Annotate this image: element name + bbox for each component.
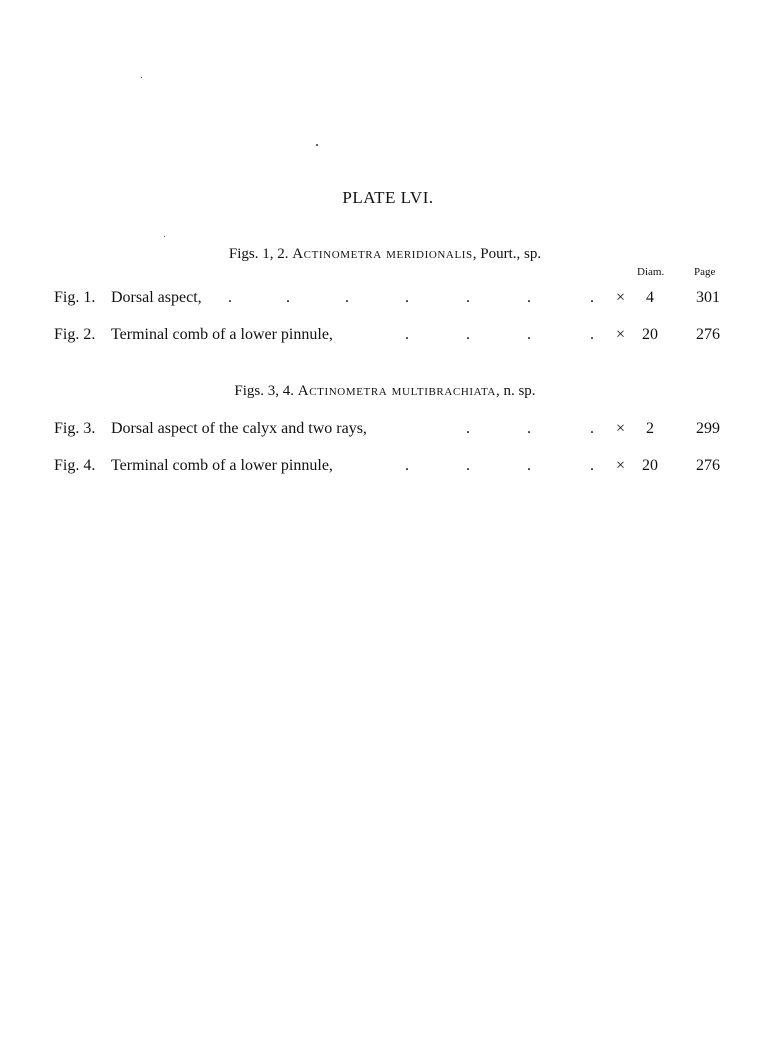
leader-dot: . bbox=[466, 289, 470, 306]
leader-dot: . bbox=[466, 326, 470, 343]
fig-label: Fig. 1. bbox=[54, 289, 96, 306]
leader-dot: . bbox=[286, 289, 290, 306]
leader-dot: . bbox=[590, 420, 594, 437]
paper-speck bbox=[141, 77, 142, 78]
plate-row bbox=[0, 420, 776, 442]
leader-dot: . bbox=[345, 289, 349, 306]
species-name: Actinometra multibrachiata bbox=[297, 383, 496, 399]
leader-dot: . bbox=[228, 289, 232, 306]
fig-diameter: 20 bbox=[642, 326, 658, 343]
plate-row bbox=[0, 326, 776, 348]
fig-description: Terminal comb of a lower pinnule, bbox=[111, 457, 333, 474]
magnification-sign: × bbox=[616, 457, 626, 474]
section-heading bbox=[0, 383, 770, 400]
species-name: Actinometra meridionalis bbox=[292, 246, 473, 262]
fig-description: Terminal comb of a lower pinnule, bbox=[111, 326, 333, 343]
fig-description: Dorsal aspect of the calyx and two rays, bbox=[111, 420, 367, 437]
leader-dot: . bbox=[590, 457, 594, 474]
leader-dot: . bbox=[590, 326, 594, 343]
leader-dot: . bbox=[466, 457, 470, 474]
fig-page: 276 bbox=[696, 326, 720, 343]
fig-diameter: 20 bbox=[642, 457, 658, 474]
fig-label: Fig. 2. bbox=[54, 326, 96, 343]
fig-label: Fig. 4. bbox=[54, 457, 96, 474]
species-authority: , n. sp. bbox=[495, 383, 536, 399]
leader-dot: . bbox=[466, 420, 470, 437]
leader-dot: . bbox=[527, 420, 531, 437]
leader-dot: . bbox=[590, 289, 594, 306]
magnification-sign: × bbox=[616, 420, 626, 437]
paper-speck bbox=[316, 144, 318, 146]
plate-row bbox=[0, 289, 776, 311]
leader-dot: . bbox=[527, 326, 531, 343]
magnification-sign: × bbox=[616, 289, 626, 306]
species-authority: , Pourt., sp. bbox=[472, 246, 542, 262]
section-figs: Figs. 1, 2. bbox=[228, 246, 289, 262]
fig-page: 301 bbox=[696, 289, 720, 306]
paper-speck bbox=[164, 236, 165, 237]
fig-page: 299 bbox=[696, 420, 720, 437]
leader-dot: . bbox=[527, 289, 531, 306]
magnification-sign: × bbox=[616, 326, 626, 343]
leader-dot: . bbox=[405, 326, 409, 343]
column-header-diam: Diam. bbox=[637, 266, 665, 278]
plate-title: PLATE LVI. bbox=[342, 188, 434, 207]
fig-label: Fig. 3. bbox=[54, 420, 96, 437]
leader-dot: . bbox=[405, 457, 409, 474]
leader-dot: . bbox=[405, 289, 409, 306]
fig-diameter: 2 bbox=[646, 420, 654, 437]
section-heading bbox=[0, 246, 770, 263]
column-header-page: Page bbox=[694, 266, 716, 278]
plate-row bbox=[0, 457, 776, 479]
fig-diameter: 4 bbox=[646, 289, 654, 306]
fig-page: 276 bbox=[696, 457, 720, 474]
leader-dot: . bbox=[527, 457, 531, 474]
section-figs: Figs. 3, 4. bbox=[234, 383, 295, 399]
fig-description: Dorsal aspect, bbox=[111, 289, 202, 306]
